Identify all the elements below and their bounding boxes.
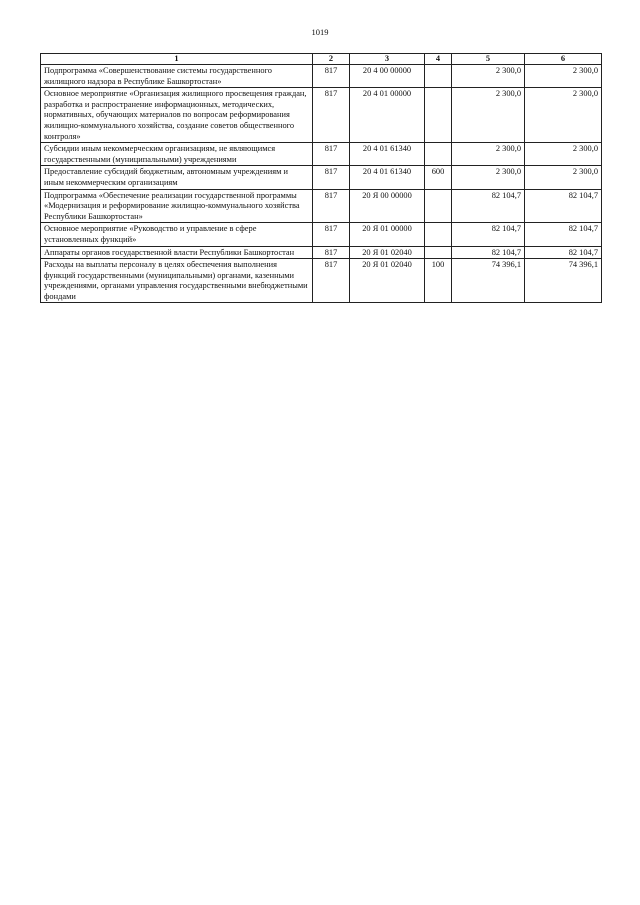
row-department-code: 817 — [313, 259, 350, 303]
table-row — [41, 246, 602, 259]
row-amount-col6: 2 300,0 — [525, 143, 602, 166]
row-department-code: 817 — [313, 65, 350, 88]
row-amount-col5: 2 300,0 — [452, 88, 525, 143]
row-expense-type — [425, 143, 452, 166]
row-target-article: 20 Я 01 00000 — [350, 223, 425, 246]
row-amount-col5: 82 104,7 — [452, 189, 525, 223]
row-amount-col5: 2 300,0 — [452, 166, 525, 189]
row-amount-col6: 2 300,0 — [525, 65, 602, 88]
table-row — [41, 88, 602, 143]
table-row — [41, 189, 602, 223]
column-header-2: 2 — [313, 54, 350, 65]
budget-table — [40, 53, 602, 303]
row-amount-col6: 82 104,7 — [525, 246, 602, 259]
row-amount-col5: 74 396,1 — [452, 259, 525, 303]
row-department-code: 817 — [313, 143, 350, 166]
column-header-4: 4 — [425, 54, 452, 65]
row-name: Предоставление субсидий бюджетным, автономным учреждениям и иным некоммерческим организациям — [41, 166, 313, 189]
table-body — [41, 65, 602, 303]
page-number: 1019 — [311, 27, 329, 37]
row-target-article: 20 Я 01 02040 — [350, 259, 425, 303]
table-header — [41, 54, 602, 65]
row-expense-type — [425, 223, 452, 246]
column-header-3: 3 — [350, 54, 425, 65]
row-target-article: 20 4 00 00000 — [350, 65, 425, 88]
row-amount-col5: 82 104,7 — [452, 223, 525, 246]
row-department-code: 817 — [313, 223, 350, 246]
row-amount-col6: 82 104,7 — [525, 189, 602, 223]
row-target-article: 20 Я 00 00000 — [350, 189, 425, 223]
row-amount-col5: 2 300,0 — [452, 143, 525, 166]
row-department-code: 817 — [313, 88, 350, 143]
row-amount-col6: 2 300,0 — [525, 88, 602, 143]
row-name: Основное мероприятие «Руководство и управление в сфере установленных функций» — [41, 223, 313, 246]
row-amount-col5: 2 300,0 — [452, 65, 525, 88]
table-row — [41, 166, 602, 189]
row-department-code: 817 — [313, 246, 350, 259]
row-name: Аппараты органов государственной власти Республики Башкортостан — [41, 246, 313, 259]
row-expense-type — [425, 88, 452, 143]
row-name: Подпрограмма «Совершенствование системы государственного жилищного надзора в Республике Башкортостан» — [41, 65, 313, 88]
row-expense-type — [425, 65, 452, 88]
row-department-code: 817 — [313, 189, 350, 223]
table-row — [41, 223, 602, 246]
row-target-article: 20 4 01 61340 — [350, 166, 425, 189]
column-header-1: 1 — [41, 54, 313, 65]
row-amount-col6: 74 396,1 — [525, 259, 602, 303]
row-name: Субсидии иным некоммерческим организациям, не являющимся государственными (муниципальными) учреждениями — [41, 143, 313, 166]
row-expense-type — [425, 189, 452, 223]
header-row — [41, 54, 602, 65]
row-name: Подпрограмма «Обеспечение реализации государственной программы «Модернизация и реформирование жилищно-коммунального хозяйства Республики Башкортостан» — [41, 189, 313, 223]
row-expense-type: 100 — [425, 259, 452, 303]
row-amount-col6: 2 300,0 — [525, 166, 602, 189]
row-target-article: 20 Я 01 02040 — [350, 246, 425, 259]
row-target-article: 20 4 01 00000 — [350, 88, 425, 143]
row-expense-type — [425, 246, 452, 259]
row-amount-col6: 82 104,7 — [525, 223, 602, 246]
row-name: Основное мероприятие «Организация жилищного просвещения граждан, разработка и распространение информационных, методических, нормативных, обучающих материалов по вопросам реформирования жилищно-коммунального хозяйства, создание советов общественного контроля» — [41, 88, 313, 143]
row-department-code: 817 — [313, 166, 350, 189]
row-amount-col5: 82 104,7 — [452, 246, 525, 259]
row-name: Расходы на выплаты персоналу в целях обеспечения выполнения функций государственными (муниципальными) органами, казенными учреждениями, органами управления государственными внебюджетными фондами — [41, 259, 313, 303]
row-expense-type: 600 — [425, 166, 452, 189]
table-row — [41, 65, 602, 88]
column-header-6: 6 — [525, 54, 602, 65]
column-header-5: 5 — [452, 54, 525, 65]
table-row — [41, 259, 602, 303]
table-row — [41, 143, 602, 166]
row-target-article: 20 4 01 61340 — [350, 143, 425, 166]
